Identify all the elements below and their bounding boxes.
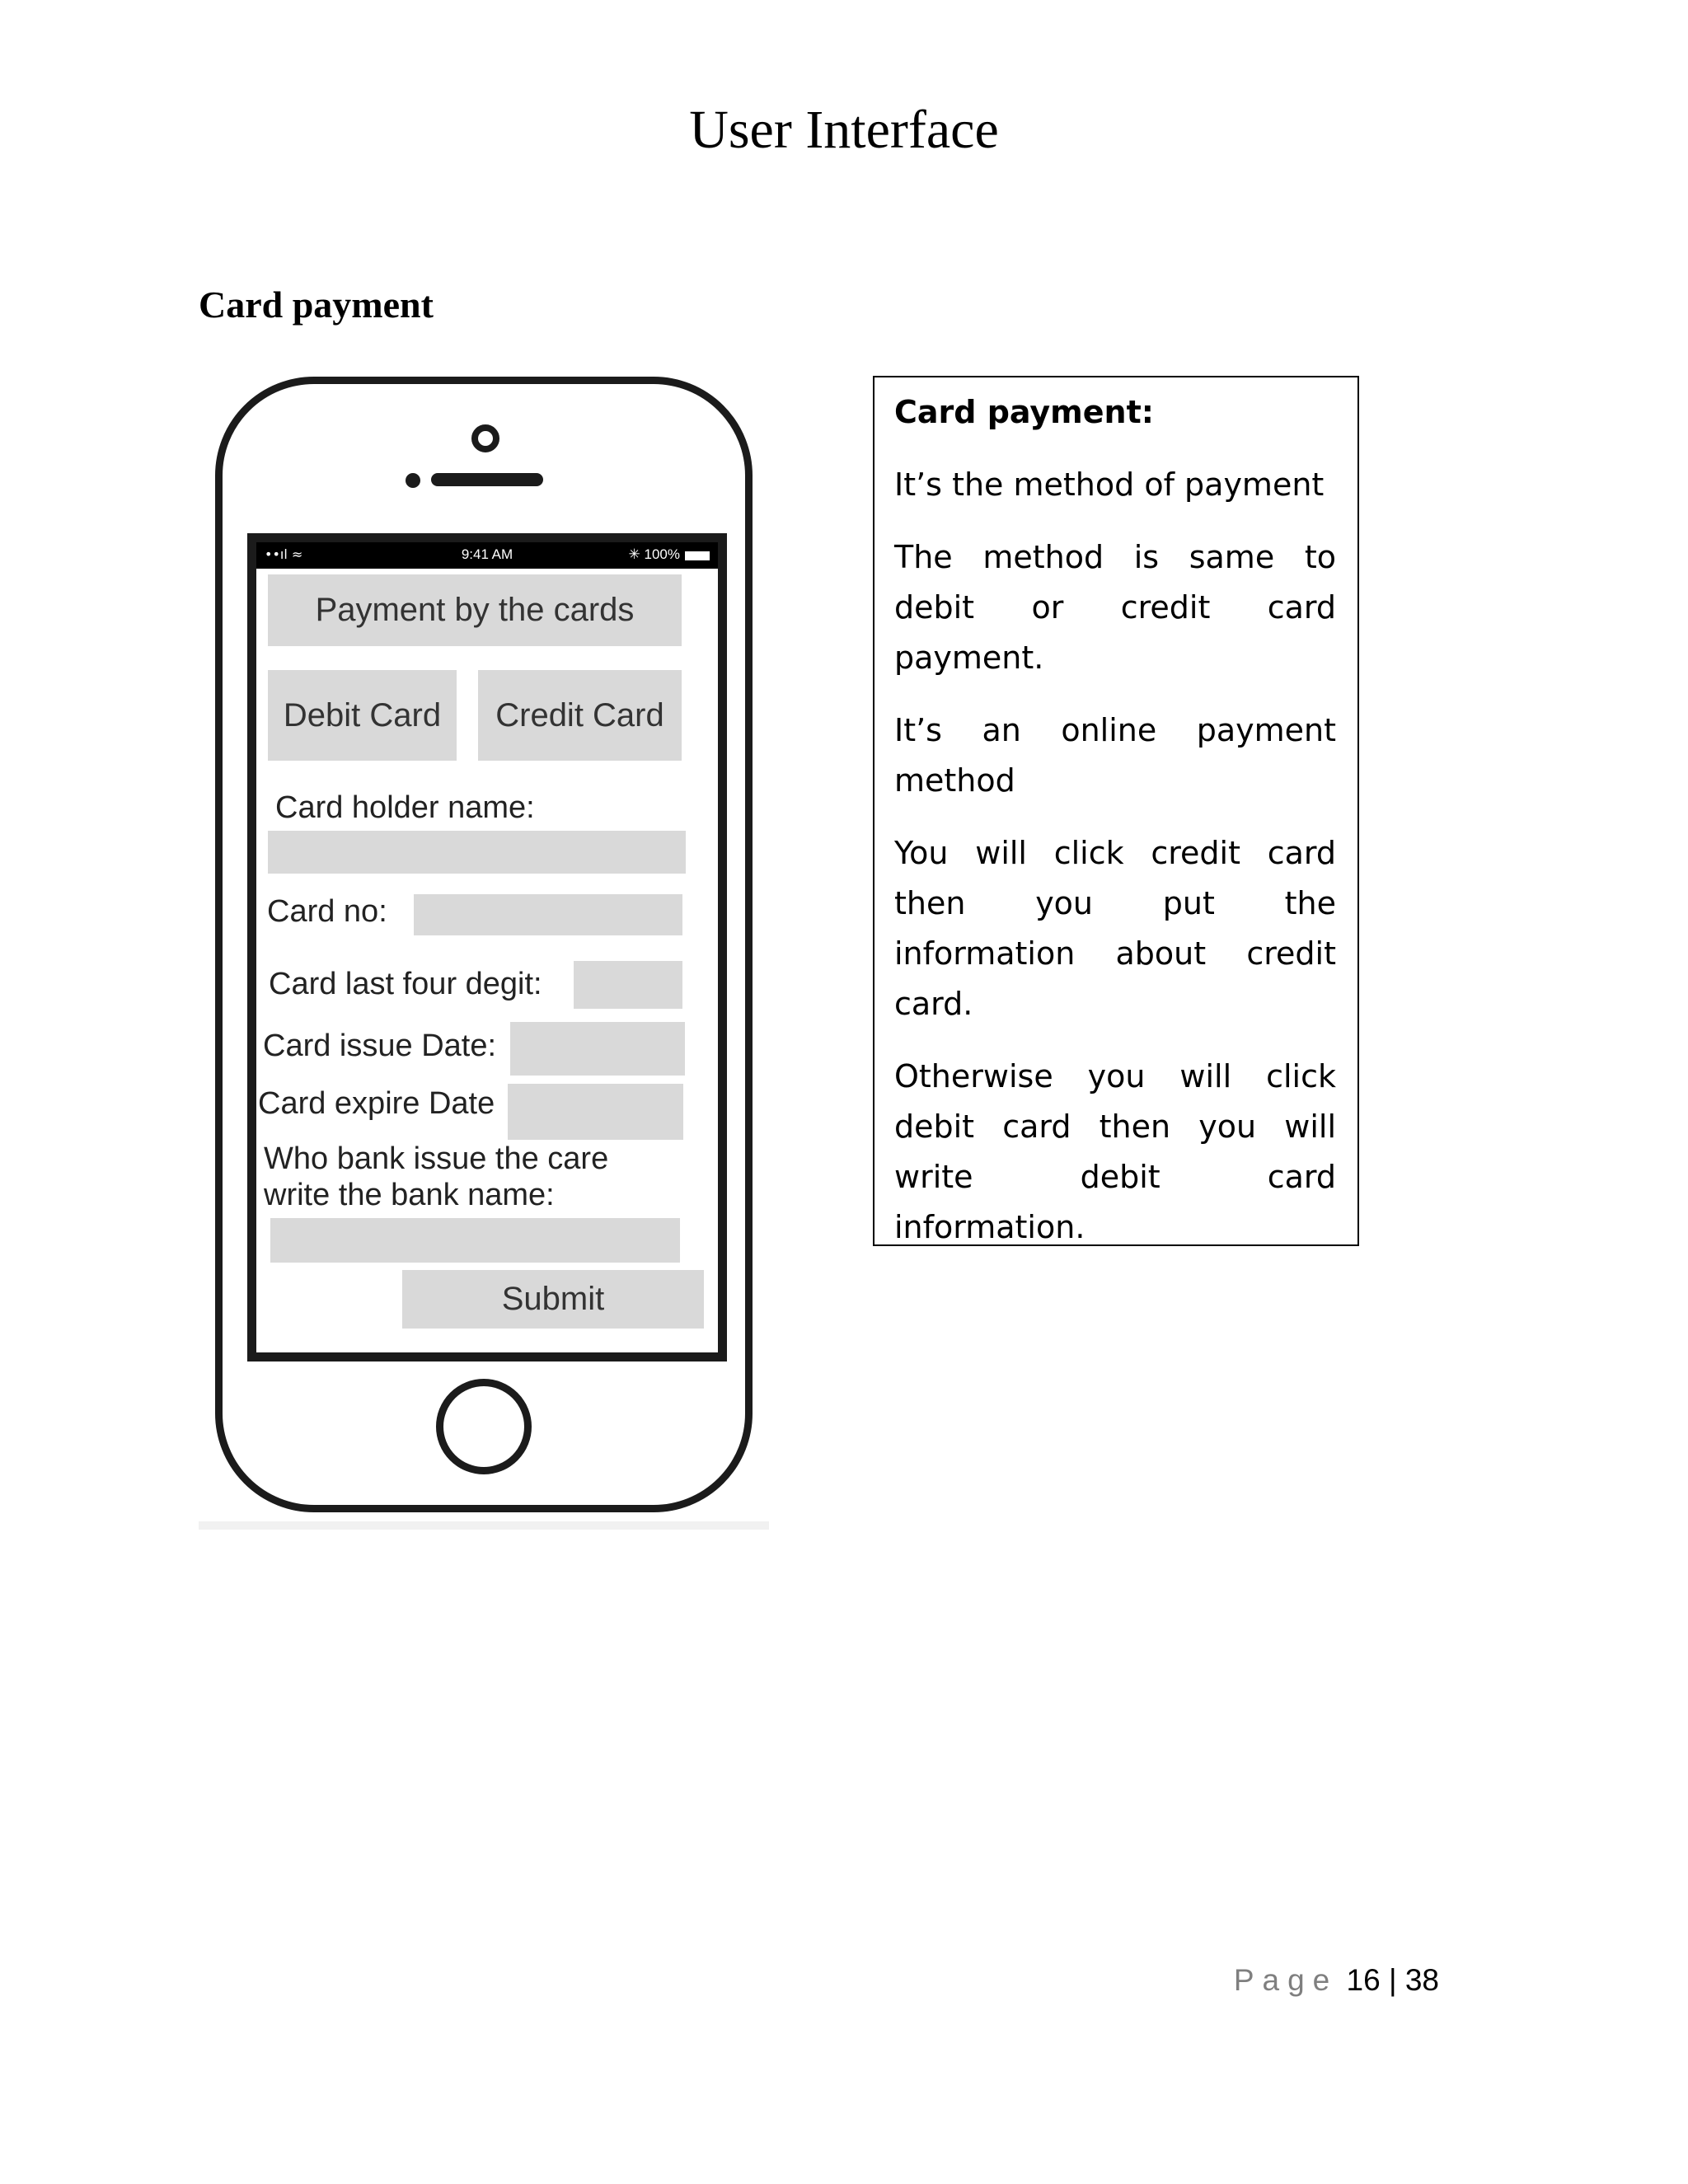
page-footer <box>1234 1960 1439 2001</box>
bank-label-line1: Who bank issue the care <box>264 1141 609 1176</box>
bank-name-input[interactable] <box>270 1218 680 1263</box>
description-paragraph: You will click credit card then you put the information about credit card. <box>894 835 1336 1022</box>
signal-wifi-icon: ••ıl ≈ <box>265 546 303 562</box>
last-four-label: Card last four degit: <box>269 967 542 1001</box>
battery-level: ✳ 100% <box>628 546 680 562</box>
description-title: Card payment: <box>894 394 1154 430</box>
payment-by-cards-button[interactable]: Payment by the cards <box>268 574 682 646</box>
description-paragraph: The method is same to debit or credit card payment. <box>894 539 1336 676</box>
description-box <box>873 376 1359 1246</box>
debit-card-button[interactable]: Debit Card <box>268 670 457 761</box>
page-number: 16 | 38 <box>1346 1963 1439 1997</box>
submit-button[interactable]: Submit <box>402 1270 704 1329</box>
description-paragraph: Otherwise you will click debit card then you will write debit card information. <box>894 1058 1336 1245</box>
home-button-icon <box>436 1379 532 1474</box>
sensor-dot-icon <box>406 473 420 488</box>
issue-date-input[interactable] <box>510 1022 685 1076</box>
card-holder-label: Card holder name: <box>275 790 535 825</box>
speaker-icon <box>431 473 543 486</box>
card-no-input[interactable] <box>414 894 682 935</box>
expire-date-input[interactable] <box>508 1084 683 1140</box>
status-time: 9:41 AM <box>461 546 513 562</box>
card-no-label: Card no: <box>267 894 387 929</box>
page-word: Page <box>1233 1963 1339 1997</box>
page-title: User Interface <box>689 100 999 160</box>
bank-label-line2: write the bank name: <box>264 1178 555 1212</box>
image-bottom-strip <box>199 1521 769 1530</box>
issue-date-label: Card issue Date: <box>263 1029 497 1063</box>
camera-icon <box>471 424 499 452</box>
card-holder-input[interactable] <box>268 831 686 874</box>
description-paragraph: It’s the method of payment <box>894 466 1325 503</box>
section-heading: Card payment <box>199 284 434 326</box>
battery-icon <box>685 551 710 560</box>
description-paragraph: It’s an online payment method <box>894 712 1336 799</box>
status-bar <box>256 542 718 569</box>
credit-card-button[interactable]: Credit Card <box>478 670 682 761</box>
expire-date-label: Card expire Date <box>258 1086 495 1121</box>
last-four-input[interactable] <box>574 961 682 1009</box>
